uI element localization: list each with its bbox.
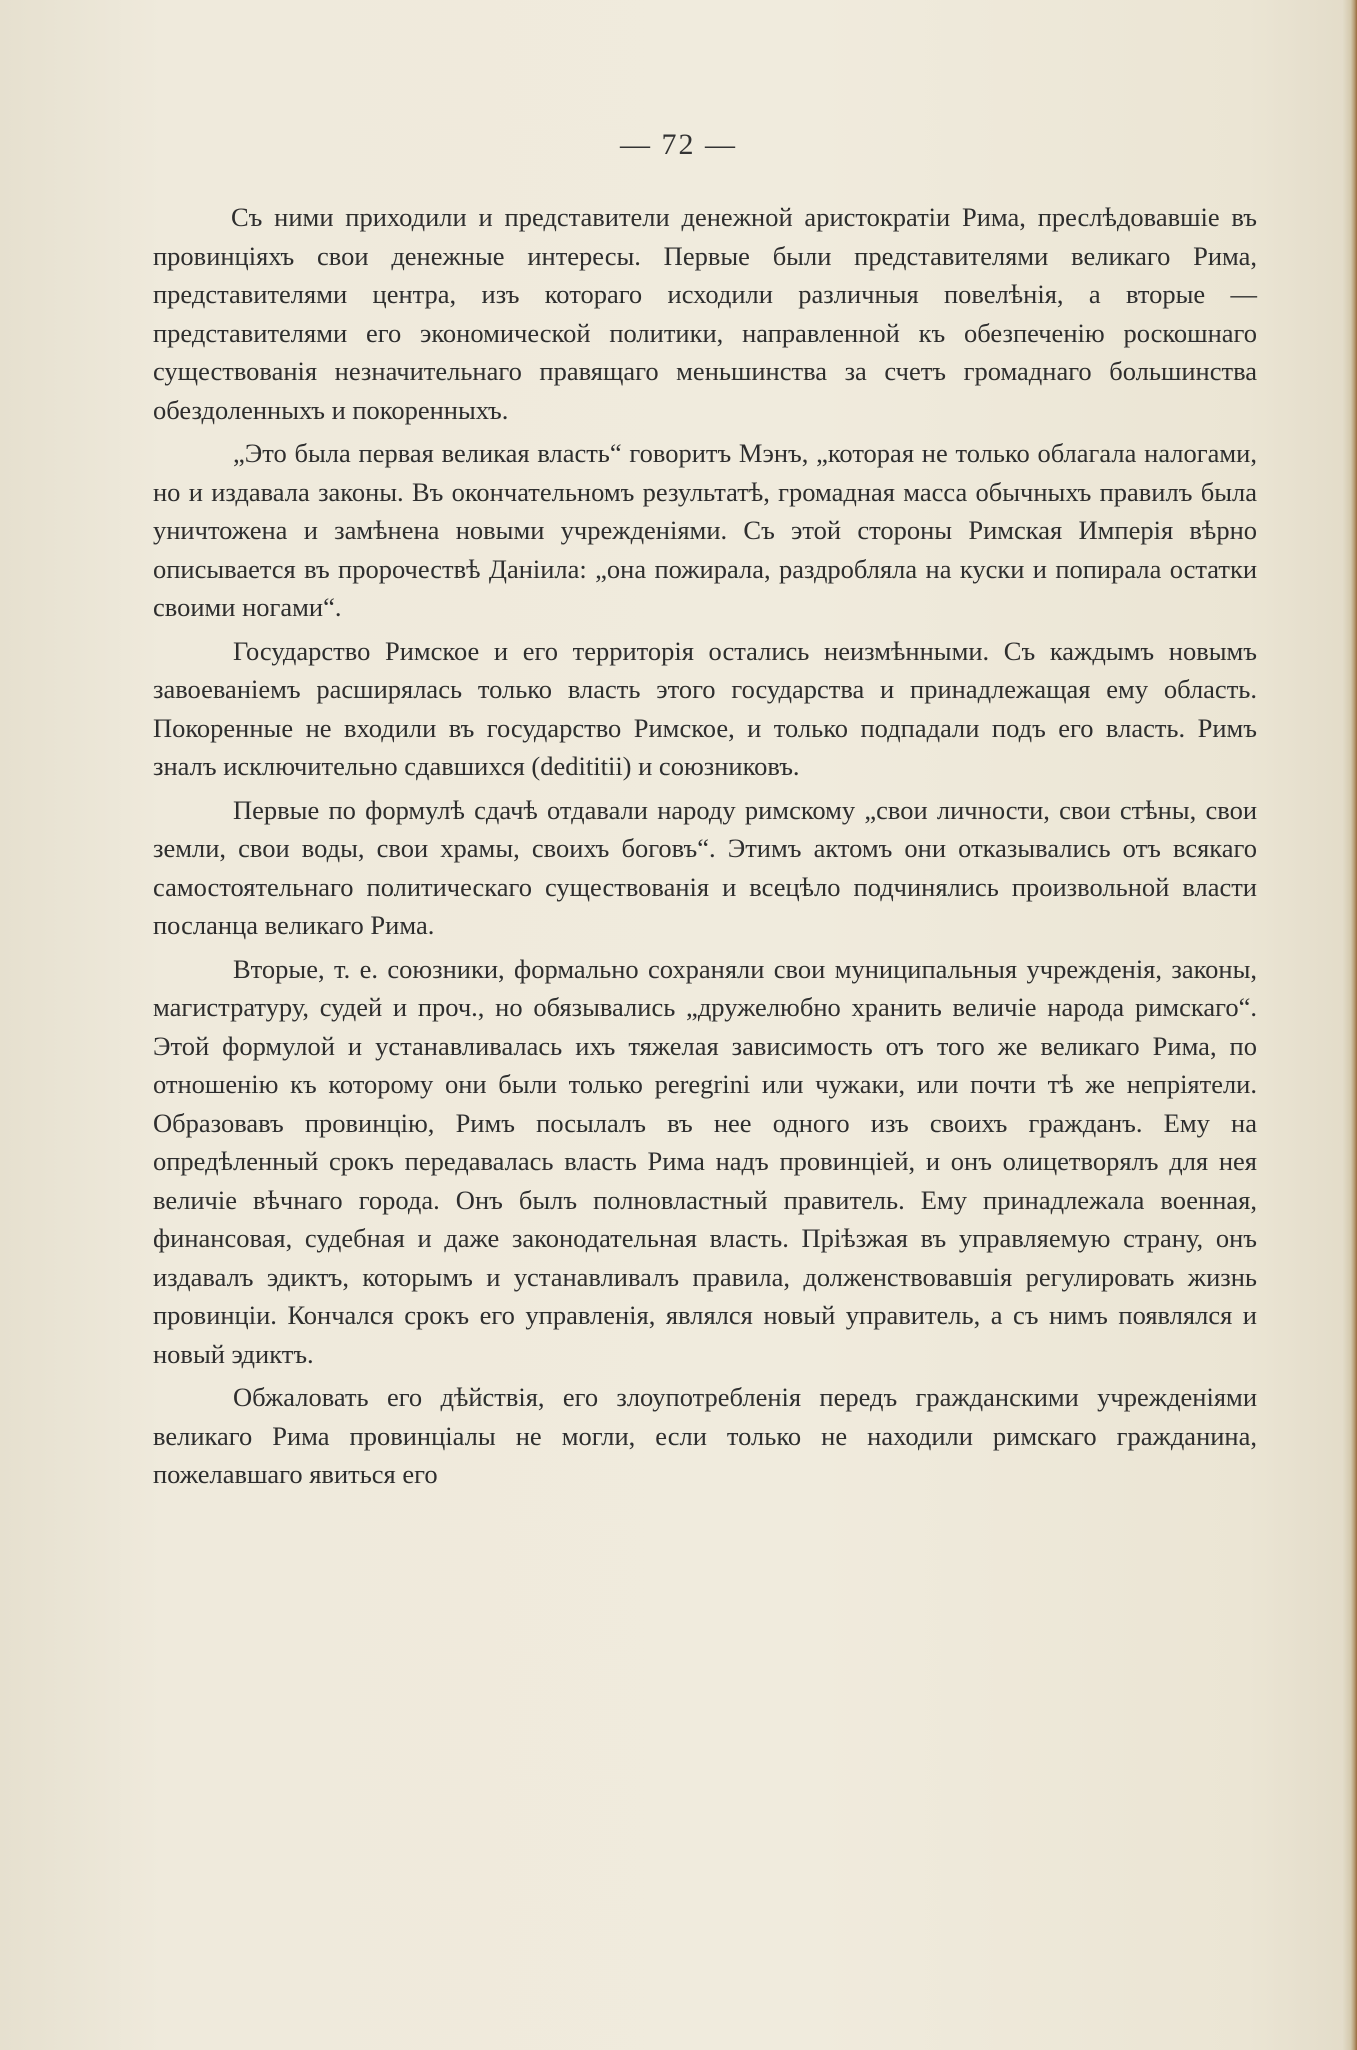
body-text	[153, 198, 1257, 1499]
paragraph: „Это была первая великая власть“ говоритъ Мэнъ, „которая не только облагала налогами, но и издавала законы. Въ окончательномъ результатѣ, громадная масса обычныхъ правилъ была уничтожена и замѣнена новыми учрежденіями. Съ этой стороны Римская Имперія вѣрно описывается въ пророчествѣ Даніила: „она пожирала, раздробляла на куски и попирала остатки своими ногами“.	[153, 438, 1257, 622]
paragraph: Обжаловать его дѣйствія, его злоупотребленія передъ гражданскими учрежденіями великаго Рима провинціалы не могли, если только не находили римскаго гражданина, пожелавшаго явиться его	[153, 1382, 1257, 1489]
page-number: — 72 —	[620, 128, 737, 161]
paragraph: Государство Римское и его территорія остались неизмѣнными. Съ каждымъ новымъ завоеваніемъ расширялась только власть этого государства и принадлежащая ему область. Покоренные не входили въ государство Римское, и только подпадали подъ его власть. Римъ зналъ исключительно сдавшихся (dedititii) и союзниковъ.	[153, 635, 1257, 781]
paragraph: Вторые, т. е. союзники, формально сохраняли свои муниципальныя учрежденія, законы, магистратуру, судей и проч., но обязывались „дружелюбно хранить величіе народа римскаго“. Этой формулой и устанавливалась ихъ тяжелая зависимость отъ того же великаго Рима, по отношенію къ которому они были только peregrini или чужаки, или почти тѣ же непріятели. Образовавъ провинцію, Римъ посылалъ въ нее одного изъ своихъ гражданъ. Ему на опредѣленный срокъ передавалась власть Рима надъ провинціей, и онъ олицетворялъ для нея величіе вѣчнаго города. Онъ былъ полновластный правитель. Ему принадлежала военная, финансовая, судебная и даже законодательная власть. Пріѣзжая въ управляемую страну, онъ издавалъ эдиктъ, которымъ и устанавливалъ правила, долженствовавшія регулировать жизнь провинціи. Кончался срокъ его управленія, являлся новый управитель, а съ нимъ появлялся и новый эдиктъ.	[153, 953, 1257, 1369]
page-binding-edge	[1343, 0, 1357, 2050]
paragraph: Съ ними приходили и представители денежной аристократіи Рима, преслѣдовавшіе въ провинціяхъ свои денежные интересы. Первые были представителями великаго Рима, представителями центра, изъ котораго исходили различныя повелѣнія, а вторые — представителями его экономической политики, направленной къ обезпеченію роскошнаго существованія незначительнаго правящаго меньшинства за счетъ громаднаго большинства обездоленныхъ и покоренныхъ.	[153, 202, 1257, 425]
paragraph: Первые по формулѣ сдачѣ отдавали народу римскому „свои личности, свои стѣны, свои земли, свои воды, свои храмы, своихъ боговъ“. Этимъ актомъ они отказывались отъ всякаго самостоятельнаго политическаго существованія и всецѣло подчинялись произвольной власти посланца великаго Рима.	[153, 794, 1257, 940]
